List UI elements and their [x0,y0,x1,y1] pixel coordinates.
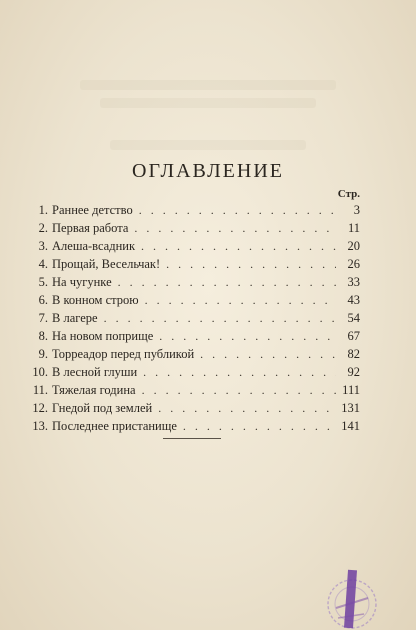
dot-leader [142,381,336,399]
toc-entry-page: 11 [347,221,360,235]
toc-entry-page: 67 [347,329,360,343]
toc-entry [30,201,360,219]
dot-leader [118,273,336,291]
toc-entry [30,219,360,237]
toc-entry-number: 13. [32,419,48,433]
toc-entry [30,291,360,309]
bleed-through-text [110,140,306,150]
toc-entry-title: В лесной глуши [52,365,138,379]
toc-entry-title: Тяжелая година [52,383,136,397]
dot-leader [145,291,336,309]
page-title: ОГЛАВЛЕНИЕ [132,160,284,182]
toc-entry-title: Гнедой под землей [52,401,153,415]
dot-leader [139,201,336,219]
toc-entry-number: 6. [38,293,48,307]
toc-entry-number: 3. [38,239,48,253]
bleed-through-text [80,80,336,90]
toc-entry-number: 11. [32,383,48,397]
toc-entry-page: 3 [353,203,360,217]
toc-entry-number: 10. [32,365,48,379]
toc-entry-number: 2. [38,221,48,235]
toc-entry [30,327,360,345]
toc-entry-page: 141 [341,419,360,433]
library-stamp-icon [318,568,380,630]
toc-entry-title: Торреадор перед публикой [52,347,195,361]
toc-entry-page: 92 [347,365,360,379]
dot-leader [183,417,336,435]
dot-leader [134,219,336,237]
toc-entry-number: 5. [38,275,48,289]
toc-entry-title: В конном строю [52,293,139,307]
toc-entry [30,255,360,273]
toc-entry-title: Последнее пристанище [52,419,177,433]
toc-entry-page: 82 [347,347,360,361]
toc-entry-title: Первая работа [52,221,129,235]
toc-entry-title: Алеша-всадник [52,239,136,253]
dot-leader [143,363,336,381]
dot-leader [166,255,336,273]
dot-leader [104,309,336,327]
page-column-header: Стр. [337,188,360,200]
toc-entry-title: На новом поприще [52,329,154,343]
toc-entry-page: 131 [341,401,360,415]
toc-entry-page: 43 [347,293,360,307]
toc-entry-title: Прощай, Весельчак! [52,257,161,271]
toc-entry-page: 26 [347,257,360,271]
toc-entry [30,345,360,363]
toc-entry-page: 54 [347,311,360,325]
divider [163,438,221,439]
toc-entry-title: На чугунке [52,275,112,289]
bleed-through-text [100,98,316,108]
toc-entry [30,381,360,399]
toc-entry-title: Раннее детство [52,203,133,217]
toc-entry [30,309,360,327]
toc-entry-page: 111 [342,383,360,397]
toc-entry [30,273,360,291]
dot-leader [200,345,336,363]
toc-entry [30,237,360,255]
toc-entry-page: 33 [347,275,360,289]
table-of-contents [30,201,360,435]
toc-entry-number: 1. [38,203,48,217]
dot-leader [141,237,336,255]
toc-entry-number: 12. [32,401,48,415]
toc-entry-number: 8. [38,329,48,343]
toc-entry-number: 9. [38,347,48,361]
dot-leader [158,399,336,417]
toc-entry [30,417,360,435]
toc-entry-number: 4. [38,257,48,271]
toc-entry-page: 20 [347,239,360,253]
toc-entry-title: В лагере [52,311,98,325]
dot-leader [159,327,336,345]
toc-entry-number: 7. [38,311,48,325]
toc-entry [30,399,360,417]
toc-entry [30,363,360,381]
